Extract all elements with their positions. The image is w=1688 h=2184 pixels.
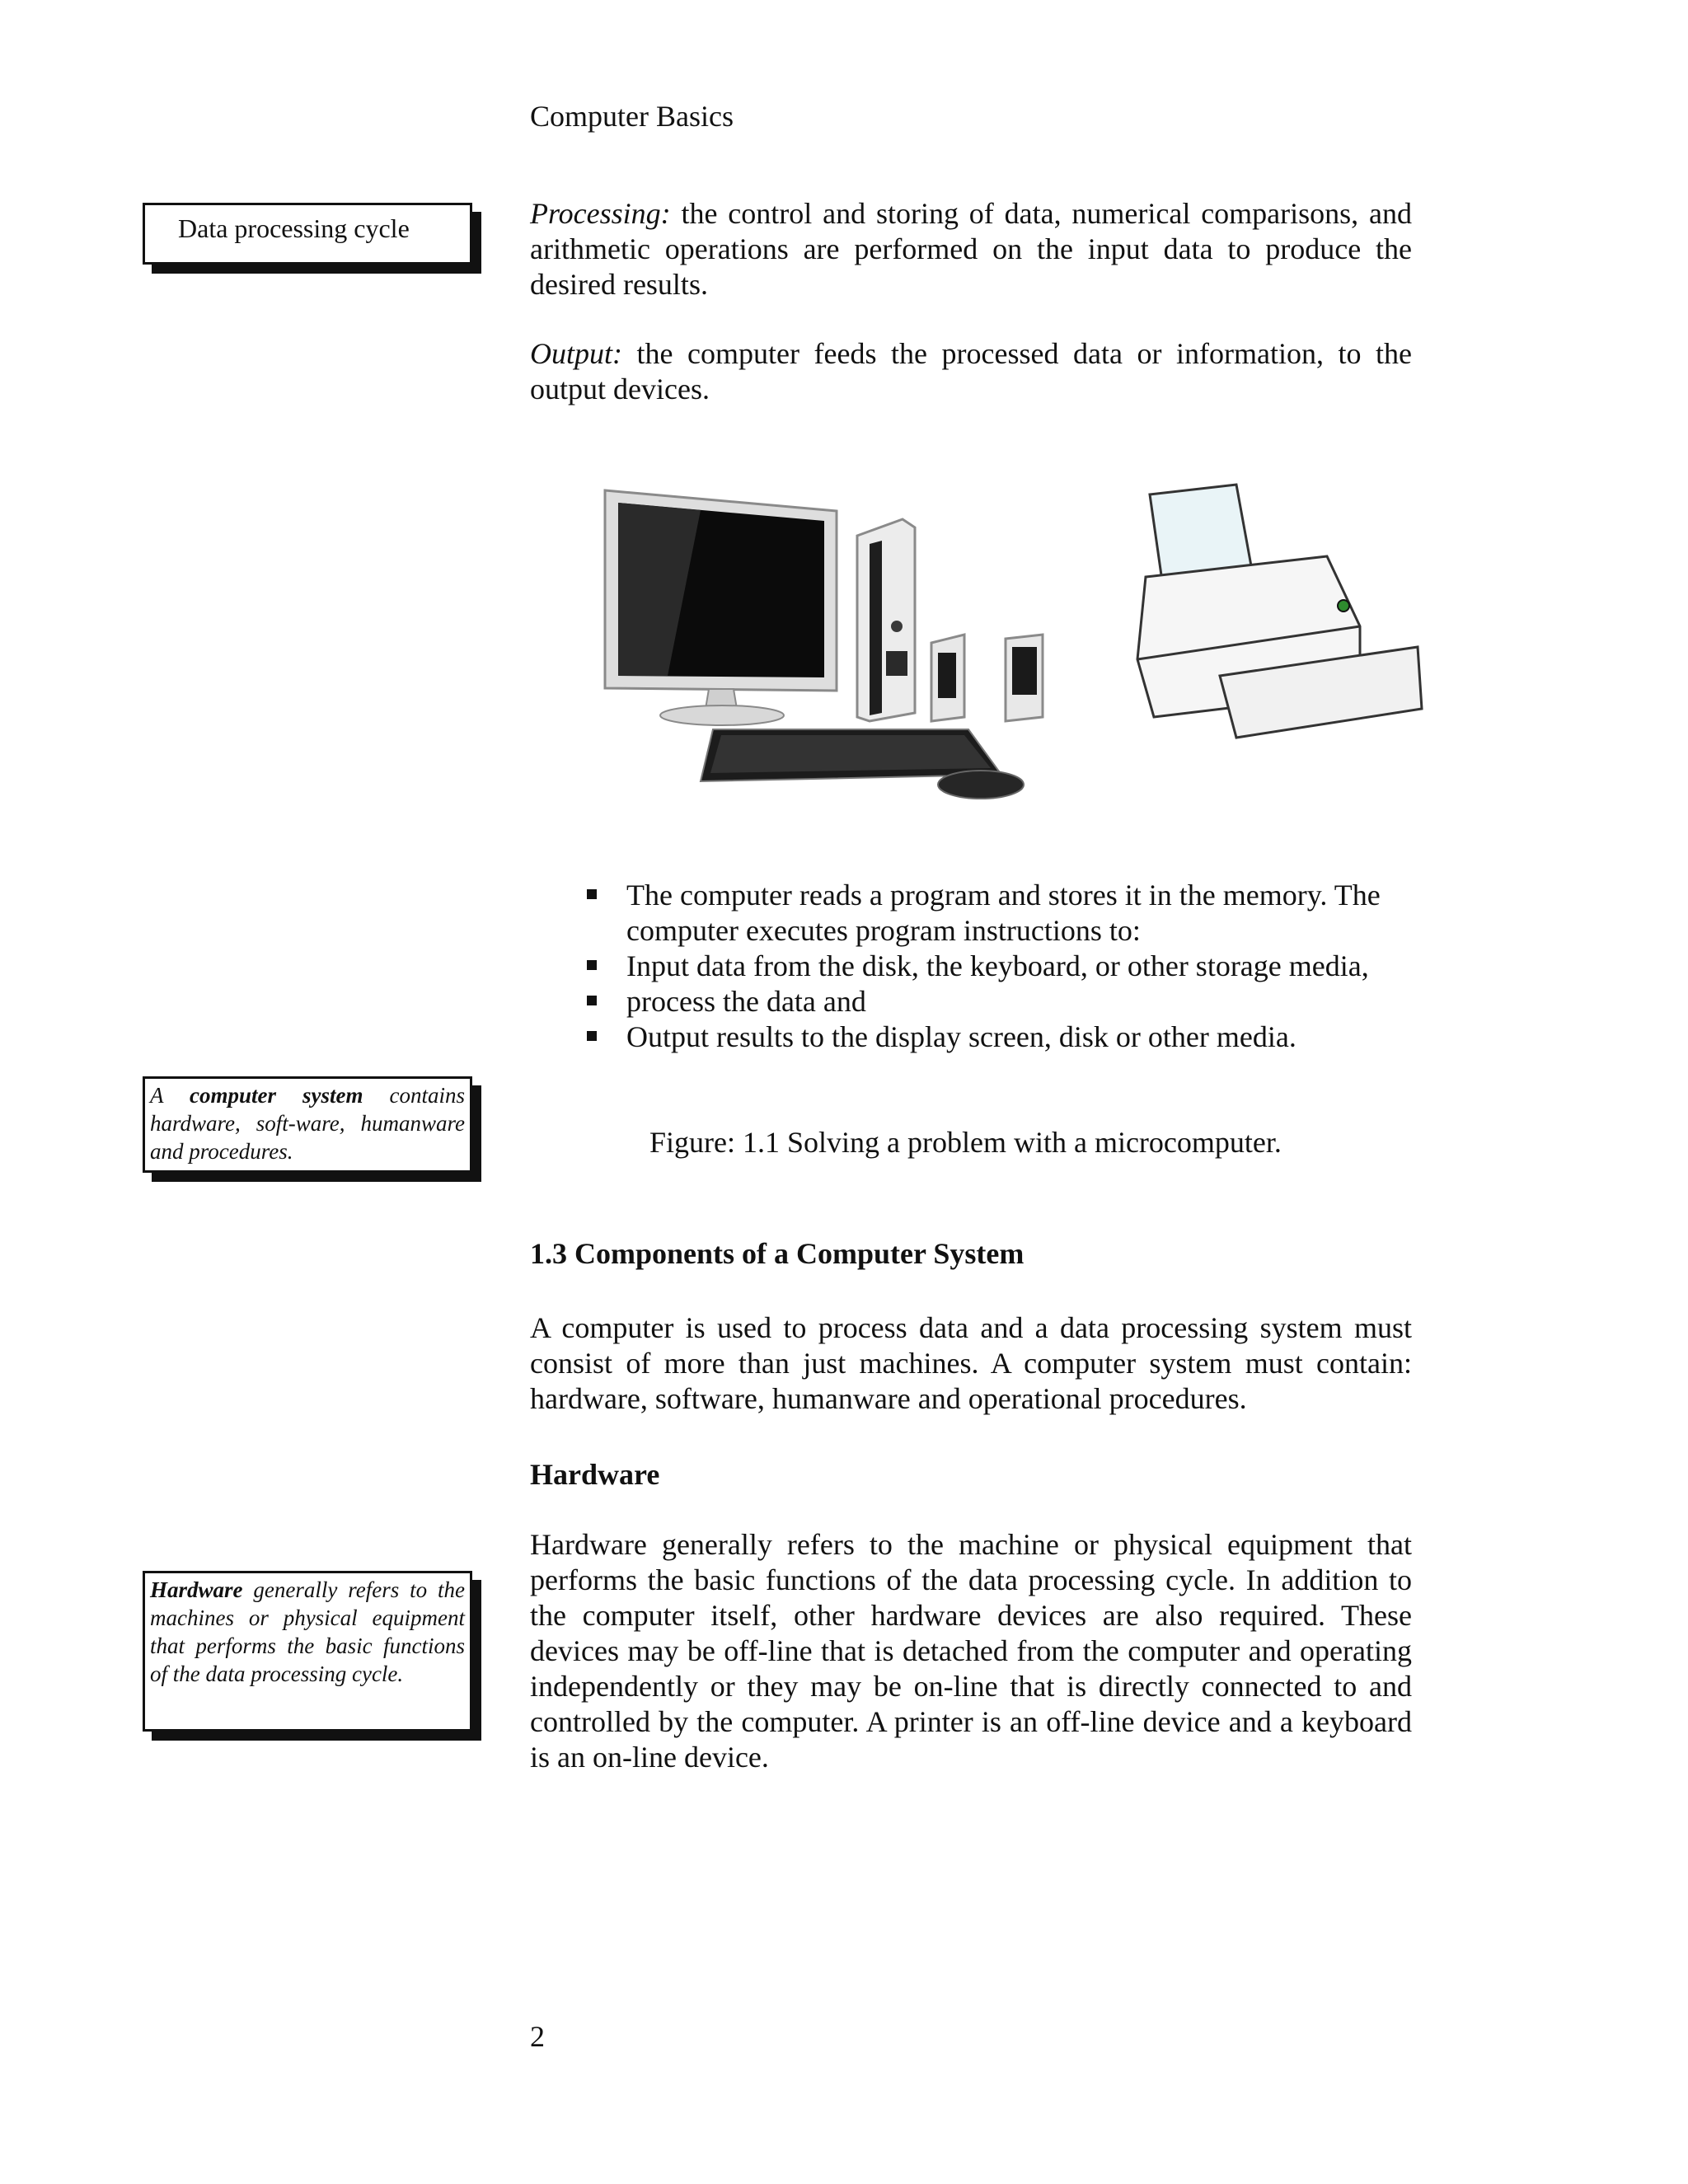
sidebar-term: computer system: [190, 1083, 363, 1108]
paragraph-text: Hardware generally refers to the machine or physical equipment that performs the basic functions of the data processing cycle. In addition to the computer itself, other hardware devices are also required. These devices may be off-line that is detached from the computer and operating independently or they may be on-line that is directly connected to and controlled by the computer. A printer is an off-line device and a keyboard is an on-line device.: [530, 1528, 1412, 1774]
tower-case-icon: [857, 519, 915, 721]
speaker-right-icon: [1006, 635, 1043, 721]
mouse-icon: [938, 771, 1024, 799]
paragraph-text: the control and storing of data, numerical comparisons, and arithmetic operations are performed on the input data to produce the desired results.: [530, 197, 1412, 301]
sidebar-box-hardware: [143, 1571, 472, 1732]
paragraph-processing: [530, 196, 1412, 302]
sidebar-label: Data processing cycle: [178, 213, 410, 243]
paragraph-hardware: [530, 1527, 1412, 1775]
paragraph-output: [530, 336, 1412, 407]
sidebar-term: Hardware: [150, 1577, 243, 1602]
paragraph-text: A computer is used to process data and a data processing system must consist of more than just machines. A computer system must contain: hardware, software, humanware and operational procedures.: [530, 1311, 1412, 1415]
list-item: The computer reads a program and stores it in the memory. The computer executes program instructions to:: [587, 878, 1411, 949]
monitor-icon: [605, 490, 837, 725]
paragraph-lead: Processing:: [530, 197, 671, 230]
list-item: Input data from the disk, the keyboard, or other storage media,: [587, 949, 1411, 984]
sidebar-box-computer-system: [143, 1076, 472, 1173]
paragraph-components: [530, 1310, 1412, 1417]
computer-and-printer-illustration: [585, 470, 1426, 799]
sidebar-lead: A: [150, 1083, 164, 1108]
subsection-heading-hardware: Hardware: [530, 1458, 660, 1491]
page-number: 2: [530, 2020, 545, 2053]
figure-caption: Figure: 1.1 Solving a problem with a microcomputer.: [649, 1126, 1282, 1159]
sidebar-box-data-processing-cycle: [143, 203, 472, 265]
running-title: Computer Basics: [530, 100, 734, 133]
process-steps-list: [587, 878, 1411, 1055]
section-heading: 1.3 Components of a Computer System: [530, 1237, 1025, 1270]
list-item: process the data and: [587, 984, 1411, 1019]
speaker-left-icon: [931, 635, 964, 721]
paragraph-text: the computer feeds the processed data or information, to the output devices.: [530, 337, 1412, 405]
printer-icon: [1137, 485, 1422, 738]
sidebar-text: generally refers to the machines or physical equipment that performs the basic functions of the data processing cycle.: [150, 1577, 465, 1686]
sidebar-text: contains hardware, soft-ware, humanware and procedures.: [150, 1083, 465, 1164]
list-item: Output results to the display screen, disk or other media.: [587, 1019, 1411, 1055]
paragraph-lead: Output:: [530, 337, 622, 370]
